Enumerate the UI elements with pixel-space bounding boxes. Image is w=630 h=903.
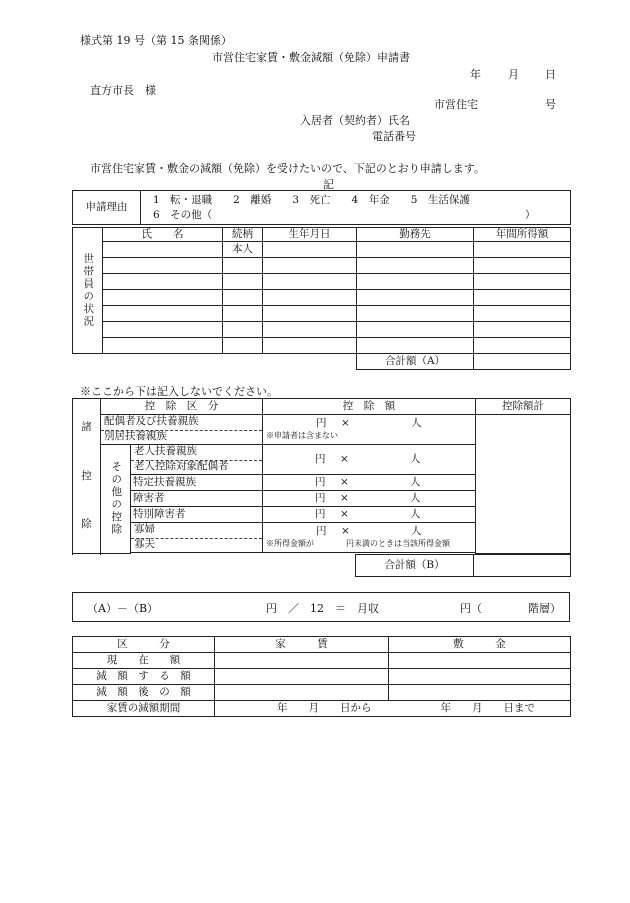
sonota-label: その他の控除 — [101, 445, 131, 554]
calc-kaiso: 階層） — [528, 602, 561, 615]
office-use-notice: ※ここから下は記入しないでください。 — [80, 385, 278, 398]
income-field[interactable] — [474, 306, 571, 322]
reduction-table — [72, 636, 571, 717]
name-field[interactable] — [103, 242, 223, 258]
household-total-field[interactable] — [474, 354, 571, 370]
relation-field[interactable] — [223, 290, 263, 306]
reason-table — [72, 190, 571, 225]
period-end-field[interactable]: 年 月 日まで — [389, 701, 571, 717]
workplace-field[interactable] — [357, 322, 474, 338]
name-field[interactable] — [103, 258, 223, 274]
col-rent: 家 賃 — [215, 637, 389, 653]
name-field[interactable] — [103, 306, 223, 322]
resident-name-label: 入居者（契約者）氏名 — [300, 114, 410, 127]
workplace-field[interactable] — [357, 274, 474, 290]
deposit-current-field[interactable] — [389, 653, 571, 669]
deduction-amount-header: 控 除 額 — [263, 399, 476, 415]
deduction-category-dependents: 配偶者及び扶養親族 別居扶養親族 — [101, 415, 263, 445]
deduction-amount-special-disabled[interactable]: 円 × 人 — [263, 507, 476, 523]
date-year-label: 年 — [470, 68, 481, 81]
col-birthdate: 生年月日 — [263, 228, 357, 242]
reason-line-2 — [153, 208, 568, 222]
deposit-reduction-field[interactable] — [389, 669, 571, 685]
relation-field[interactable] — [223, 322, 263, 338]
deposit-after-field[interactable] — [389, 685, 571, 701]
deduction-total-field[interactable] — [476, 415, 571, 554]
birthdate-field[interactable] — [263, 258, 357, 274]
rent-reduction-field[interactable] — [215, 669, 389, 685]
deduction-amount-widow[interactable]: 円 × 人 ※所得金額が 円未満のときは当該所得金額 — [263, 523, 476, 553]
relation-field[interactable] — [223, 338, 263, 354]
row-reduction-period: 家賃の減額期間 — [73, 701, 215, 717]
relation-self: 本人 — [223, 242, 263, 258]
phone-label: 電話番号 — [372, 130, 416, 143]
name-field[interactable] — [103, 290, 223, 306]
reason-options — [141, 191, 571, 225]
household-total-spacer — [73, 354, 357, 370]
date-month-label: 月 — [508, 68, 519, 81]
household-total-label: 合計額（A） — [357, 354, 474, 370]
col-kubun: 区 分 — [73, 637, 215, 653]
deduction-category-widow: 寡婦 寡夫 — [131, 523, 263, 553]
form-title: 市営住宅家賃・敷金減額（免除）申請書 — [212, 51, 410, 64]
name-field[interactable] — [103, 338, 223, 354]
reason-line-1: 1 転・退職 2 離婚 3 死亡 4 年金 5 生活保護 — [153, 194, 470, 207]
birthdate-field[interactable] — [263, 274, 357, 290]
birthdate-field[interactable] — [263, 306, 357, 322]
deduction-category-specific: 特定扶養親族 — [131, 475, 263, 491]
deduction-total-label: 合計額（B） — [356, 555, 474, 577]
birthdate-field[interactable] — [263, 322, 357, 338]
workplace-field[interactable] — [357, 306, 474, 322]
deduction-side-label: 諸 控 除 — [73, 399, 101, 554]
period-start-field[interactable]: 年 月 日から — [215, 701, 389, 717]
calc-monthly: 円 ／ 12 ＝ 月収 — [266, 602, 379, 615]
workplace-field[interactable] — [357, 338, 474, 354]
relation-field[interactable] — [223, 274, 263, 290]
income-field[interactable] — [474, 338, 571, 354]
income-field[interactable] — [474, 290, 571, 306]
name-field[interactable] — [103, 274, 223, 290]
deduction-category-disabled: 障害者 — [131, 491, 263, 507]
intro-text: 市営住宅家賃・敷金の減額（免除）を受けたいので、下記のとおり申請します。 — [90, 162, 485, 175]
household-table — [72, 227, 571, 370]
income-calc-box — [72, 592, 570, 622]
deduction-kubun-header: 控 除 区 分 — [101, 399, 263, 415]
deduction-amount-dependents[interactable]: 円 × 人 ※申請者は含まない — [263, 415, 476, 445]
deduction-table — [72, 398, 571, 554]
deduction-category-elderly: 老人扶養親族 老人控除対象配偶者 — [131, 445, 263, 475]
deduction-category-special-disabled: 特別障害者 — [131, 507, 263, 523]
row-reduction-amount: 減 額 す る 額 — [73, 669, 215, 685]
col-income: 年間所得額 — [474, 228, 571, 242]
birthdate-field[interactable] — [263, 242, 357, 258]
birthdate-field[interactable] — [263, 290, 357, 306]
deduction-total-b-field[interactable] — [474, 555, 571, 577]
name-field[interactable] — [103, 322, 223, 338]
house-number-label: 号 — [545, 98, 556, 111]
relation-field[interactable] — [223, 306, 263, 322]
deduction-total-header: 控除額計 — [476, 399, 571, 415]
calc-formula: （A）－（B） — [87, 602, 159, 615]
workplace-field[interactable] — [357, 290, 474, 306]
reason-other-close: ） — [525, 208, 536, 221]
reason-other-open: 6 その他（ — [153, 208, 213, 221]
row-after-reduction: 減 額 後 の 額 — [73, 685, 215, 701]
col-workplace: 勤務先 — [357, 228, 474, 242]
relation-field[interactable] — [223, 258, 263, 274]
col-deposit: 敷 金 — [389, 637, 571, 653]
deduction-amount-disabled[interactable]: 円 × 人 — [263, 491, 476, 507]
household-side-label: 世帯員の状況 — [73, 228, 103, 354]
deduction-total-table — [355, 554, 571, 577]
rent-after-field[interactable] — [215, 685, 389, 701]
house-label: 市営住宅 — [434, 98, 478, 111]
col-name: 氏 名 — [103, 228, 223, 242]
reason-label: 申請理由 — [73, 191, 141, 225]
deduction-amount-specific[interactable]: 円 × 人 — [263, 475, 476, 491]
rent-current-field[interactable] — [215, 653, 389, 669]
income-field[interactable] — [474, 322, 571, 338]
col-relation: 続柄 — [223, 228, 263, 242]
birthdate-field[interactable] — [263, 338, 357, 354]
income-field[interactable] — [474, 258, 571, 274]
income-field[interactable] — [474, 242, 571, 258]
workplace-field[interactable] — [357, 242, 474, 258]
income-field[interactable] — [474, 274, 571, 290]
calc-en: 円（ — [460, 602, 482, 615]
deduction-amount-elderly[interactable]: 円 × 人 — [263, 445, 476, 475]
date-day-label: 日 — [545, 68, 556, 81]
workplace-field[interactable] — [357, 258, 474, 274]
form-number: 様式第 19 号（第 15 条関係） — [80, 34, 232, 47]
ki-label: 記 — [323, 178, 334, 191]
row-current-amount: 現 在 額 — [73, 653, 215, 669]
addressee: 直方市長 様 — [90, 84, 156, 97]
